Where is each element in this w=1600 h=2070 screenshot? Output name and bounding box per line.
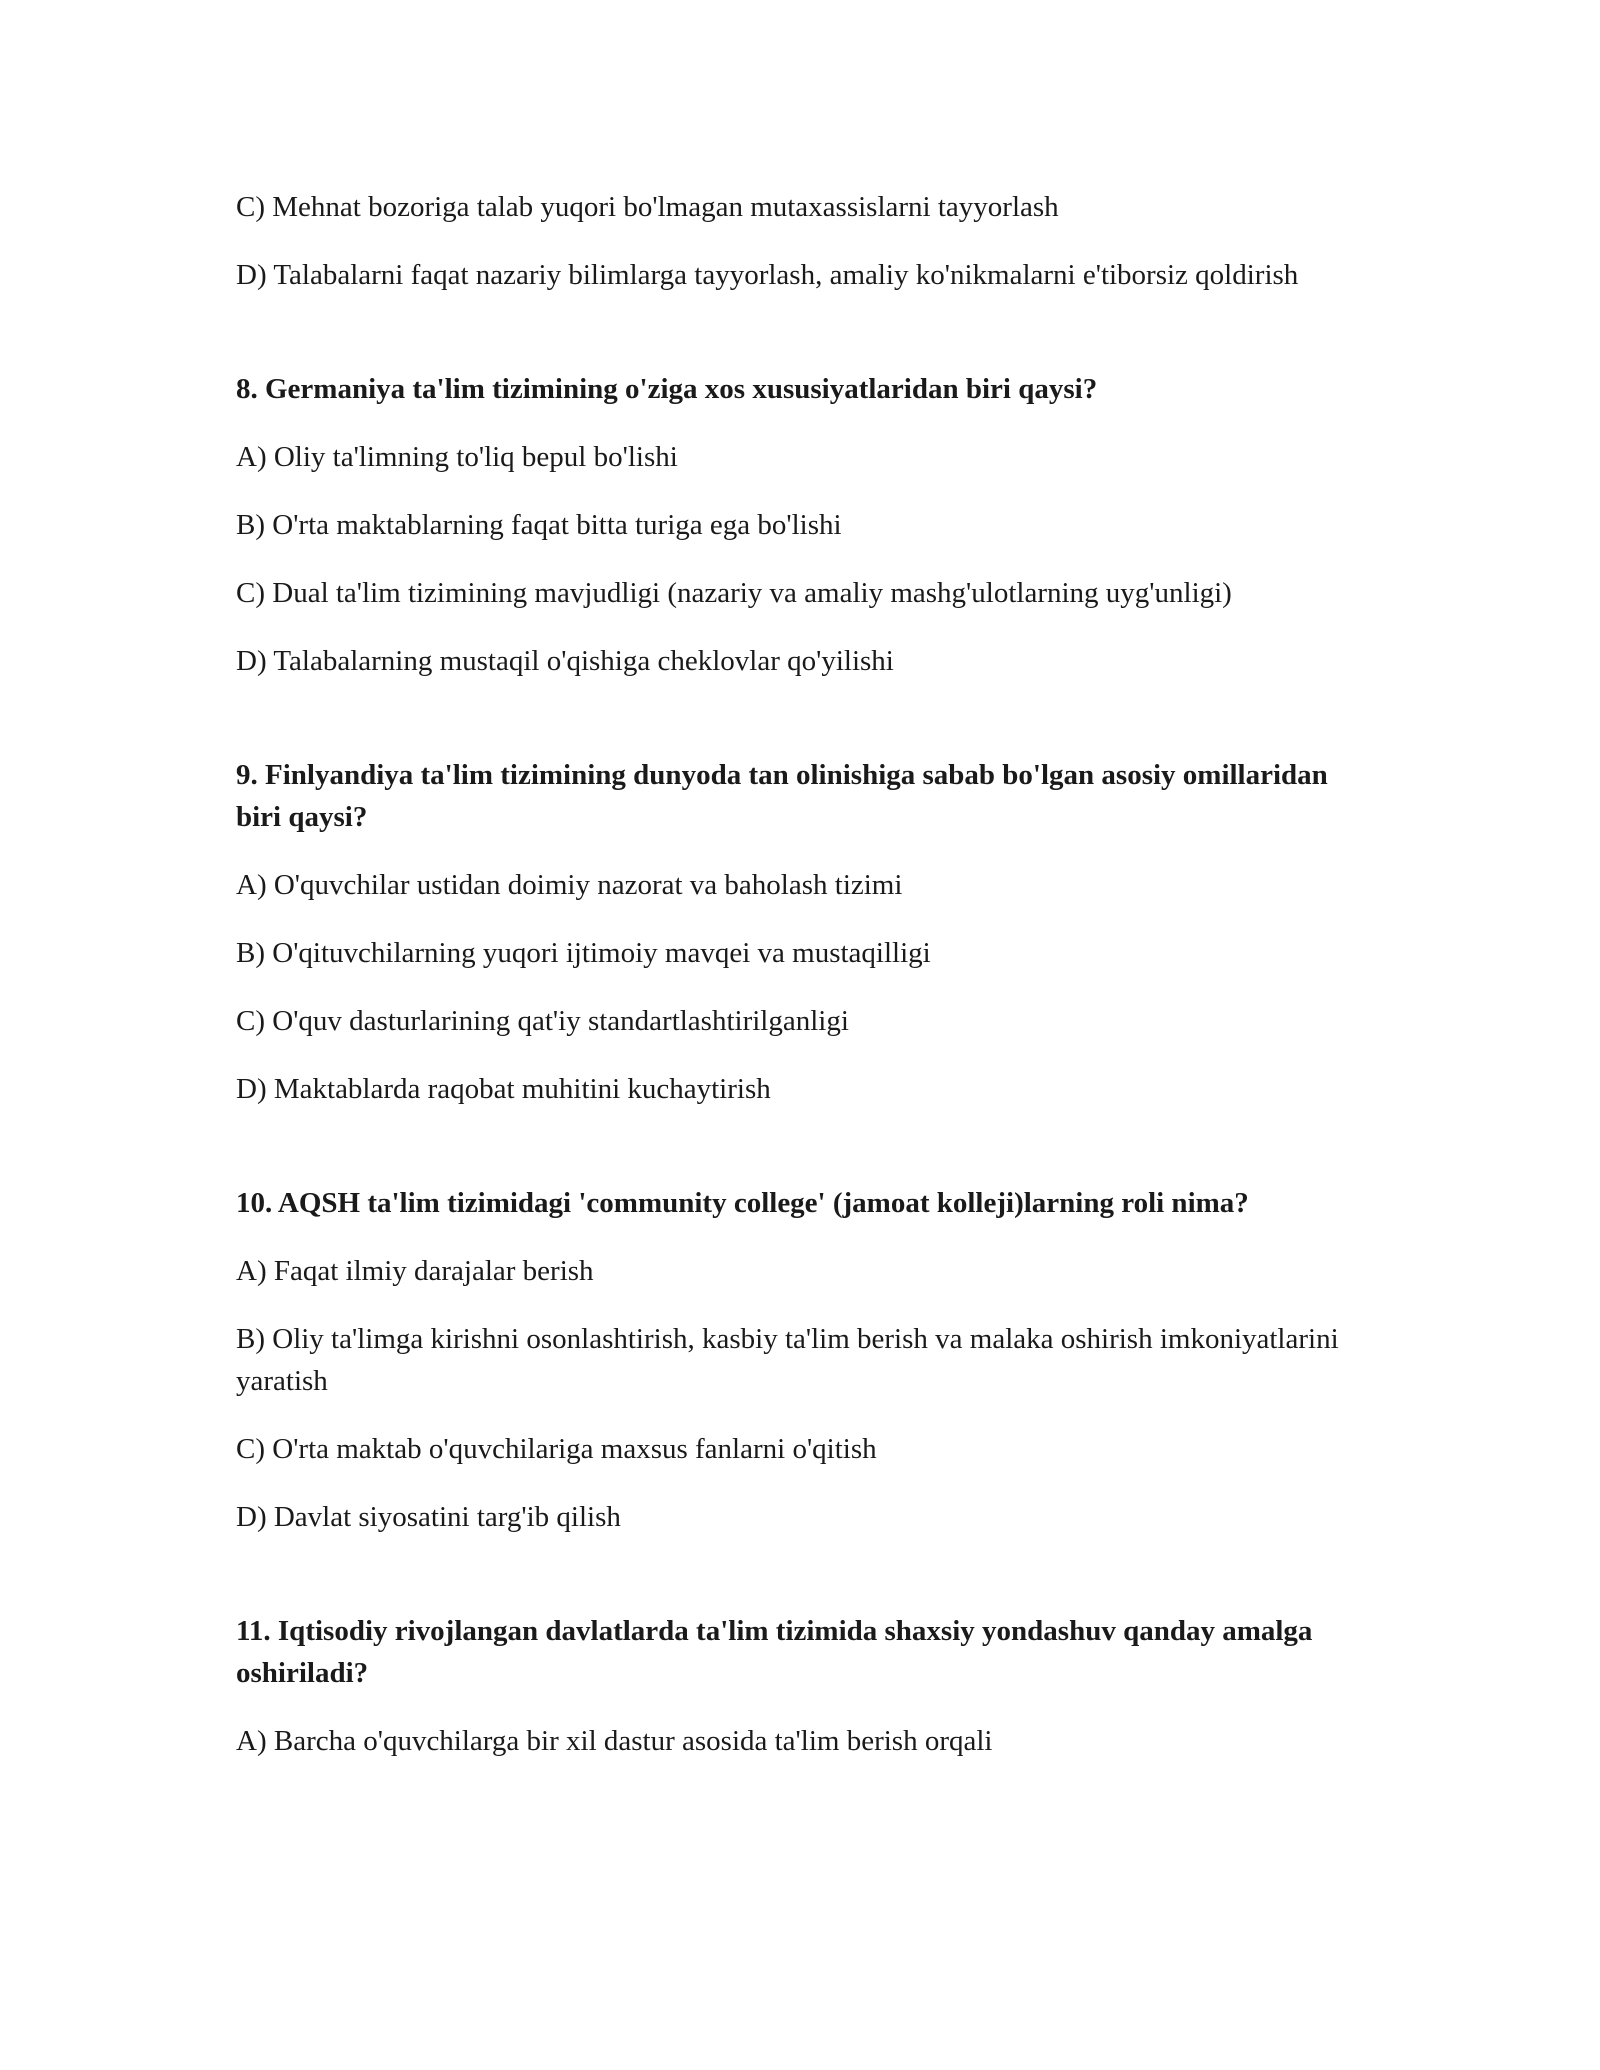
question-10: 10. AQSH ta'lim tizimidagi 'community college' (jamoat kolleji)larning roli nima?: [236, 1187, 1249, 1219]
option-9b: B) O'qituvchilarning yuqori ijtimoiy mavqei va mustaqilligi: [236, 937, 931, 969]
option-10d: D) Davlat siyosatini targ'ib qilish: [236, 1501, 621, 1533]
option-8c: C) Dual ta'lim tizimining mavjudligi (nazariy va amaliy mashg'ulotlarning uyg'unligi): [236, 577, 1232, 609]
option-8b: B) O'rta maktablarning faqat bitta turiga ega bo'lishi: [236, 509, 842, 541]
option-7d: D) Talabalarni faqat nazariy bilimlarga tayyorlash, amaliy ko'nikmalarni e'tiborsiz qoldirish: [236, 259, 1299, 291]
question-8: 8. Germaniya ta'lim tizimining o'ziga xos xususiyatlaridan biri qaysi?: [236, 373, 1098, 405]
question-9: 9. Finlyandiya ta'lim tizimining dunyoda tan olinishiga sabab bo'lgan asosiy omillaridan biri qaysi?: [236, 759, 1328, 833]
option-9d: D) Maktablarda raqobat muhitini kuchaytirish: [236, 1073, 771, 1105]
option-10b: B) Oliy ta'limga kirishni osonlashtirish, kasbiy ta'lim berish va malaka oshirish imkoniyatlarini yaratish: [236, 1323, 1339, 1397]
option-7c: C) Mehnat bozoriga talab yuqori bo'lmagan mutaxassislarni tayyorlash: [236, 191, 1059, 223]
option-9a: A) O'quvchilar ustidan doimiy nazorat va baholash tizimi: [236, 869, 903, 901]
document-page: [236, 186, 1366, 1788]
option-10a: A) Faqat ilmiy darajalar berish: [236, 1255, 594, 1287]
question-11: 11. Iqtisodiy rivojlangan davlatlarda ta'lim tizimida shaxsiy yondashuv qanday amalga oshiriladi?: [236, 1615, 1313, 1689]
option-11a: A) Barcha o'quvchilarga bir xil dastur asosida ta'lim berish orqali: [236, 1725, 993, 1757]
option-8a: A) Oliy ta'limning to'liq bepul bo'lishi: [236, 441, 678, 473]
option-9c: C) O'quv dasturlarining qat'iy standartlashtirilganligi: [236, 1005, 849, 1037]
option-10c: C) O'rta maktab o'quvchilariga maxsus fanlarni o'qitish: [236, 1433, 877, 1465]
option-8d: D) Talabalarning mustaqil o'qishiga cheklovlar qo'yilishi: [236, 645, 894, 677]
